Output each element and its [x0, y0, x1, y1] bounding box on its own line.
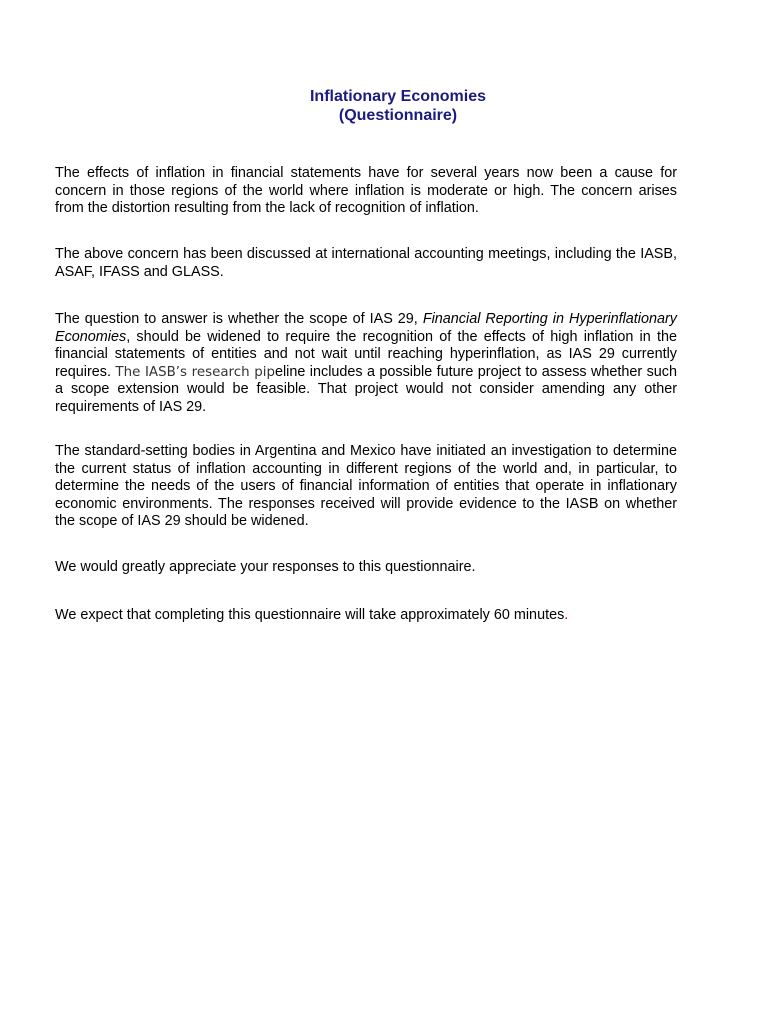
ias29-text-part-2: , should be widened to require the recognition of the effects of high inflation in the financial statements of entities and not wait until reaching hyperinflation, as IAS 29 currently requires.	[55, 328, 677, 380]
document-title	[0, 87, 768, 125]
paragraph-ias29-scope	[55, 311, 677, 416]
title-line-1: Inflationary Economies	[309, 88, 487, 105]
time-estimate-text: We expect that completing this questionnaire will take approximately 60 minutes	[55, 607, 565, 623]
paragraph-international-meetings: The above concern has been discussed at international accounting meetings, including the IASB, ASAF, IFASS and GLASS.	[55, 246, 677, 280]
ias29-text-part-1: The question to answer is whether the scope of IAS 29,	[55, 311, 423, 327]
paragraph-argentina-mexico: The standard-setting bodies in Argentina and Mexico have initiated an investigation to determine the current status of inflation accounting in different regions of the world and, in particular, to determine the needs of the users of financial information of entities that operate in inflationary economic environments. The responses received will provide evidence to the IASB on whether the scope of IAS 29 should be widened.	[55, 443, 677, 529]
ias29-text-part-3: eline includes a possible future project to assess whether such a scope extension would be feasible. That project would not consider amending any other requirements of IAS 29.	[55, 363, 677, 415]
title-line-2: (Questionnaire)	[338, 107, 458, 124]
ias29-standard-title: Financial Reporting in Hyperinflationary Economies	[55, 311, 677, 345]
paragraph-appreciation: We would greatly appreciate your responses to this questionnaire.	[55, 559, 476, 575]
paragraph-inflation-concern: The effects of inflation in financial statements have for several years now been a cause for concern in those regions of the world where inflation is moderate or high. The concern arises from the distortion resulting from the lack of recognition of inflation.	[55, 165, 677, 216]
time-estimate-period: .	[564, 607, 569, 623]
paragraph-time-estimate	[55, 607, 677, 625]
research-pipeline-text: The IASB’s research pip	[115, 364, 275, 380]
